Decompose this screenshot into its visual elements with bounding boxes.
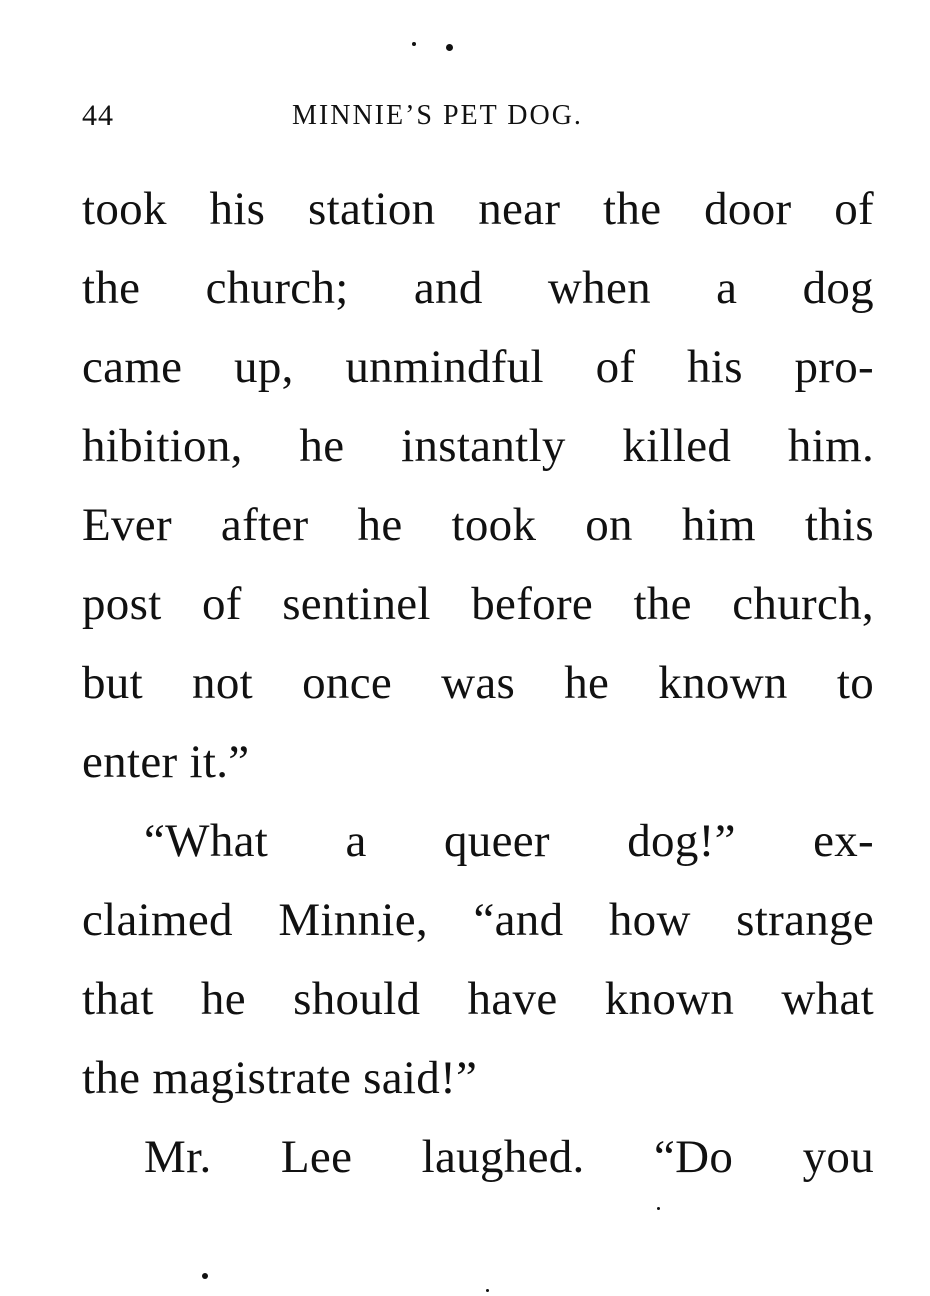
text-line: Mr. Lee laughed. “Do you (144, 1131, 874, 1183)
body-text (82, 170, 874, 1197)
text-line: the magistrate said!” (82, 1052, 478, 1104)
print-speck (412, 42, 416, 46)
text-line: hibition, he instantly killed him. (82, 420, 874, 472)
print-speck (446, 44, 453, 51)
page-header (82, 96, 872, 140)
text-line: took his station near the door of (82, 183, 874, 235)
text-line: that he should have known what (82, 973, 874, 1025)
running-title: MINNIE’S PET DOG. (292, 100, 583, 131)
text-line: the church; and when a dog (82, 262, 874, 314)
text-line: enter it.” (82, 736, 250, 788)
print-speck (657, 1207, 660, 1210)
text-line: “What a queer dog!” ex- (144, 815, 874, 867)
text-line: post of sentinel before the church, (82, 578, 874, 630)
page-number: 44 (82, 99, 114, 132)
print-speck (486, 1289, 489, 1292)
print-speck (202, 1273, 208, 1279)
text-line: but not once was he known to (82, 657, 874, 709)
text-line: came up, unmindful of his pro- (82, 341, 874, 393)
text-line: claimed Minnie, “and how strange (82, 894, 874, 946)
text-line: Ever after he took on him this (82, 499, 874, 551)
